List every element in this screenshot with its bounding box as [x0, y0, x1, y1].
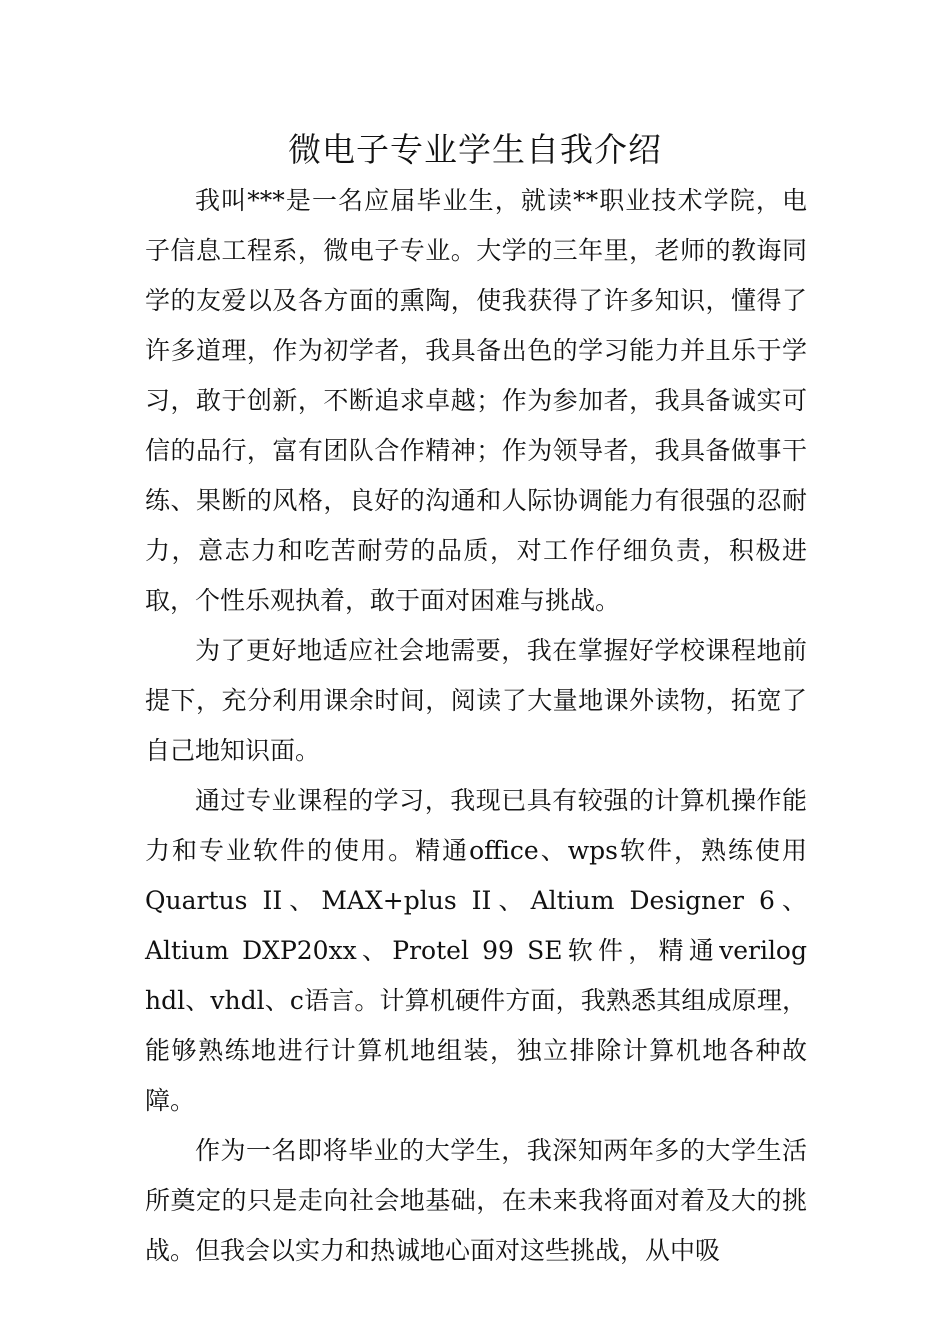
paragraph-intro: 我叫***是一名应届毕业生，就读**职业技术学院，电子信息工程系，微电子专业。大学的三年里，老师的教诲同学的友爱以及各方面的熏陶，使我获得了许多知识，懂得了许多道理，作为初学者，我具备出色的学习能力并且乐于学习，敢于创新，不断追求卓越；作为参加者，我具备诚实可信的品行，富有团队合作精神；作为领导者，我具备做事干练、果断的风格，良好的沟通和人际协调能力有很强的忍耐力，意志力和吃苦耐劳的品质，对工作仔细负责，积极进取，个性乐观执着，敢于面对困难与挑战。: [145, 186, 807, 615]
paragraph-reading: 为了更好地适应社会地需要，我在掌握好学校课程地前提下，充分利用课余时间，阅读了大量地课外读物，拓宽了自己地知识面。: [145, 636, 807, 765]
document-title: 微电子专业学生自我介绍: [288, 130, 662, 169]
document-body: [145, 176, 807, 1276]
paragraph-skills: 通过专业课程的学习，我现已具有较强的计算机操作能力和专业软件的使用。精通office、wps软件，熟练使用Quartus II、MAX+plus II、Altium Designer 6、Altium DXP20xx、Protel 99 SE软件，精通verilog hdl、vhdl、c语言。计算机硬件方面，我熟悉其组成原理，能够熟练地进行计算机地组装，独立排除计算机地各种故障。: [145, 786, 807, 1115]
paragraph-future: 作为一名即将毕业的大学生，我深知两年多的大学生活所奠定的只是走向社会地基础，在未来我将面对着及大的挑战。但我会以实力和热诚地心面对这些挑战，从中吸: [145, 1136, 807, 1265]
